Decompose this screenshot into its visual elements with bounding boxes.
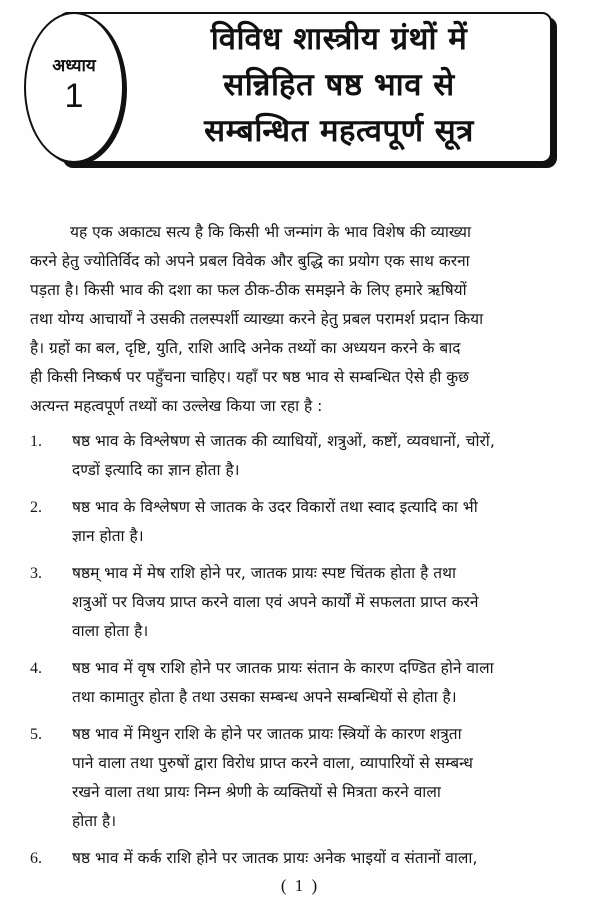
text-line: वाला होता है। <box>72 622 149 640</box>
list-item-number: 5. <box>30 726 42 743</box>
page-number: ( 1 ) <box>280 876 320 895</box>
list-item-number: 1. <box>30 433 42 450</box>
text-line: षष्ठ भाव में मिथुन राशि के होने पर जातक प्रायः स्त्रियों के कारण शत्रुता <box>72 725 462 743</box>
chapter-title-line: सम्बन्धित महत्वपूर्ण सूत्र <box>204 113 474 149</box>
list-item <box>30 654 568 712</box>
list-item-number: 4. <box>30 660 42 677</box>
text-line: यह एक अकाट्य सत्य है कि किसी भी जन्मांग के भाव विशेष की व्याख्या <box>70 223 471 241</box>
list-item <box>30 493 568 551</box>
chapter-number: 1 <box>64 76 84 115</box>
list-item-number: 6. <box>30 850 42 867</box>
chapter-label: अध्याय <box>52 55 96 76</box>
text-line: अत्यन्त महत्वपूर्ण तथ्यों का उल्लेख किया जा रहा है : <box>30 397 323 415</box>
text-line: षष्ठ भाव के विश्लेषण से जातक के उदर विकारों तथा स्वाद इत्यादि का भी <box>72 498 478 516</box>
text-line: करने हेतु ज्योतिर्विद को अपने प्रबल विवेक और बुद्धि का प्रयोग एक साथ करना <box>30 252 470 270</box>
list-item <box>30 844 568 873</box>
text-line: रखने वाला तथा प्रायः निम्न श्रेणी के व्यक्तियों से मित्रता करने वाला <box>72 783 441 801</box>
text-line: ज्ञान होता है। <box>72 527 144 545</box>
text-line: पड़ता है। किसी भाव की दशा का फल ठीक-ठीक समझने के लिए हमारे ऋषियों <box>30 281 467 299</box>
text-line: षष्ठ भाव में कर्क राशि होने पर जातक प्रायः अनेक भाइयों व संतानों वाला, <box>72 849 478 867</box>
list-item <box>30 559 568 646</box>
chapter-title-line: विविध शास्त्रीय ग्रंथों में <box>210 21 468 57</box>
list-item <box>30 427 568 485</box>
text-line: षष्ठ भाव के विश्लेषण से जातक की व्याधियों, शत्रुओं, कष्टों, व्यवधानों, चोरों, <box>72 432 495 450</box>
text-line: होता है। <box>72 812 117 830</box>
text-line: पाने वाला तथा पुरुषों द्वारा विरोध प्राप्त करने वाला, व्यापारियों से सम्बन्ध <box>72 754 473 772</box>
text-line: तथा योग्य आचार्यों ने उसकी तलस्पर्शी व्याख्या करने हेतु प्रबल परामर्श प्रदान किया <box>30 310 484 328</box>
list-item <box>30 720 568 836</box>
text-line: षष्ठम् भाव में मेष राशि होने पर, जातक प्रायः स्पष्ट चिंतक होता है तथा <box>72 564 457 582</box>
chapter-title-line: सन्निहित षष्ठ भाव से <box>223 67 455 103</box>
text-line: तथा कामातुर होता है तथा उसका सम्बन्ध अपने सम्बन्धियों से होता है। <box>72 688 457 706</box>
text-line: शत्रुओं पर विजय प्राप्त करने वाला एवं अपने कार्यों में सफलता प्राप्त करने <box>72 593 479 611</box>
text-line: दण्डों इत्यादि का ज्ञान होता है। <box>72 461 240 479</box>
text-line: ही किसी निष्कर्ष पर पहुँचना चाहिए। यहाँ पर षष्ठ भाव से सम्बन्धित ऐसे ही कुछ <box>30 368 470 386</box>
numbered-list <box>30 427 568 873</box>
chapter-badge <box>24 12 124 163</box>
chapter-body <box>30 218 568 881</box>
chapter-title <box>130 16 548 154</box>
intro-paragraph <box>30 218 568 421</box>
list-item-number: 3. <box>30 565 42 582</box>
text-line: षष्ठ भाव में वृष राशि होने पर जातक प्रायः संतान के कारण दण्डित होने वाला <box>72 659 494 677</box>
list-item-number: 2. <box>30 499 42 516</box>
text-line: है। ग्रहों का बल, दृष्टि, युति, राशि आदि अनेक तथ्यों का अध्ययन करने के बाद <box>30 339 461 357</box>
